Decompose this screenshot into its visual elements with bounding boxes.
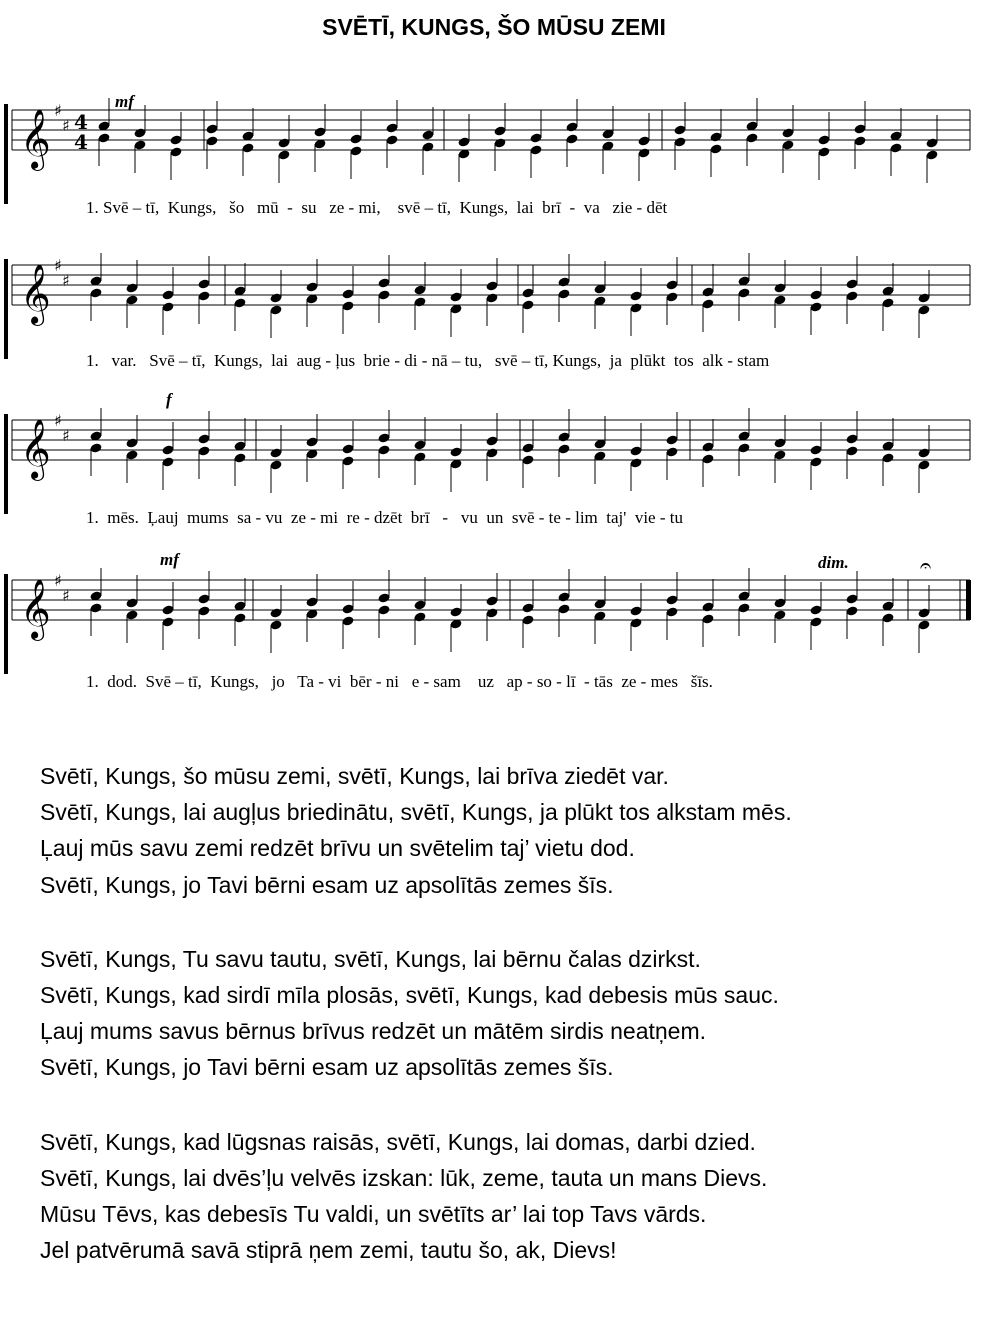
note-chord [205,101,218,169]
sharp-icon: ♯ [54,411,62,430]
verse-line: Svētī, Kungs, lai augļus briedinātu, svētī, Kungs, ja plūkt tos alkstam mēs. [40,799,792,826]
note-chord [673,102,686,170]
verse-line: Svētī, Kungs, lai dvēs’ļu velvēs izskan: lūk, zeme, tauta un mans Dievs. [40,1164,768,1191]
sharp-icon: ♯ [62,271,70,290]
note-chord [125,260,138,328]
music-system-3 [0,390,988,527]
note-chord [845,411,858,479]
note-chord [845,571,858,639]
note-chord [737,408,750,476]
verse-line: Svētī, Kungs, šo mūsu zemi, svētī, Kungs, lai brīva ziedēt var. [40,763,669,789]
note-chord [197,256,210,324]
note-chord [449,424,462,492]
note-chord [485,258,498,326]
note-chord [97,98,110,166]
note-chord [197,411,210,479]
note-chord [125,575,138,643]
note-chord [665,572,678,640]
music-system-2 [0,245,988,375]
note-chord [773,415,786,483]
verses-block [40,758,970,1306]
note-chord [89,568,102,636]
note-chord [341,421,354,489]
note-chord [161,267,174,335]
staff-system-3 [0,390,988,520]
note-chord [781,105,794,173]
note-chord [305,574,318,642]
verse-2 [40,941,970,1086]
note-chord [125,415,138,483]
note-chord [493,103,506,171]
note-chord [413,577,426,645]
note-chord [745,98,758,166]
note-chord [305,259,318,327]
final-bar-line [966,580,971,620]
dynamic-mark: mf [160,550,179,569]
note-chord [853,101,866,169]
note-chord [917,425,930,493]
verse-line: Mūsu Tēvs, kas debesīs Tu valdi, un svētīts ar’ lai top Tavs vārds. [40,1201,707,1228]
music-system-4 [0,550,988,691]
note-chord [341,581,354,649]
note-chord [809,422,822,490]
note-chord [269,270,282,338]
note-chord [241,108,254,176]
note-chord [709,109,722,177]
note-chord [133,105,146,173]
system-bracket [4,574,8,674]
verse-line: Ļauj mums savus bērnus brīvus redzēt un mātēm sirdis neatņem. [40,1018,707,1045]
sharp-icon: ♯ [54,256,62,275]
treble-clef-icon: 𝄞 [20,264,51,324]
note-chord [701,419,714,487]
system-bracket [4,104,8,204]
verse-line: Ļauj mūs savu zemi redzēt brīvu un svētelim taj’ vietu dod. [40,835,635,862]
note-chord [269,425,282,493]
system-bracket [4,414,8,514]
note-chord [277,115,290,183]
lyric-line: 1. var. Svē – tī, Kungs, lai aug - ļus brie - di - nā – tu, svē – tī, Kungs, ja plūkt tos alk - stam [86,351,770,370]
note-chord [485,413,498,481]
note-chord [665,257,678,325]
time-signature: 4 [74,130,88,154]
note-chord [349,111,362,179]
fermata-icon: 𝄐 [920,553,932,577]
song-title: SVĒTĪ, KUNGS, ŠO MŪSU ZEMI [322,14,666,40]
verse-line: Svētī, Kungs, kad lūgsnas raisās, svētī, Kungs, lai domas, darbi dzied. [40,1128,756,1155]
note-chord [629,583,642,651]
note-chord [557,254,570,322]
note-chord [305,414,318,482]
verse-line: Svētī, Kungs, Tu savu tautu, svētī, Kungs, lai bērnu čalas dzirkst. [40,945,701,972]
note-chord [881,263,894,331]
system-bracket [4,259,8,359]
note-chord [737,253,750,321]
note-chord [565,99,578,167]
time-signature: 4 [74,110,88,134]
dynamic-mark: dim. [818,553,849,572]
note-chord [917,585,930,653]
verse-1 [40,758,970,903]
note-chord [557,409,570,477]
note-chord [701,579,714,647]
note-chord [233,418,246,486]
verse-line: Svētī, Kungs, kad sirdī mīla plosās, svētī, Kungs, kad debesis mūs sauc. [40,982,779,1009]
note-chord [845,256,858,324]
note-chord [737,568,750,636]
note-chord [917,270,930,338]
note-chord [269,585,282,653]
note-chord [637,113,650,181]
note-chord [457,114,470,182]
note-chord [629,423,642,491]
note-chord [313,104,326,172]
note-chord [701,264,714,332]
treble-clef-icon: 𝄞 [20,579,51,639]
note-chord [629,268,642,336]
note-chord [773,260,786,328]
sharp-icon: ♯ [62,426,70,445]
verse-line: Svētī, Kungs, jo Tavi bērni esam uz apsolītās zemes šīs. [40,871,614,898]
sharp-icon: ♯ [54,101,62,120]
music-system-1 [0,80,988,217]
note-chord [89,253,102,321]
note-chord [161,582,174,650]
note-chord [413,262,426,330]
verse-line: Jel patvērumā savā stiprā ņem zemi, tautu šo, ak, Dievs! [40,1237,617,1264]
note-chord [889,108,902,176]
note-chord [89,408,102,476]
note-chord [449,584,462,652]
note-chord [665,412,678,480]
note-chord [197,571,210,639]
note-chord [413,417,426,485]
note-chord [817,112,830,180]
dynamic-mark: f [166,390,172,409]
note-chord [773,575,786,643]
note-chord [233,578,246,646]
note-chord [161,422,174,490]
note-chord [233,263,246,331]
treble-clef-icon: 𝄞 [20,419,51,479]
dynamic-mark: mf [115,92,134,111]
note-chord [341,266,354,334]
staff-system-1 [0,80,988,210]
sharp-icon: ♯ [62,116,70,135]
treble-clef-icon: 𝄞 [20,109,51,169]
verse-line: Svētī, Kungs, jo Tavi bērni esam uz apsolītās zemes šīs. [40,1054,614,1081]
note-chord [421,107,434,175]
note-chord [881,578,894,646]
verse-3 [40,1124,970,1269]
sharp-icon: ♯ [54,571,62,590]
note-chord [925,115,938,183]
sharp-icon: ♯ [62,586,70,605]
note-chord [809,582,822,650]
lyric-line: 1. mēs. Ļauj mums sa - vu ze - mi re - dzēt brī - vu un svē - te - lim taj' vie - tu [86,508,683,527]
note-chord [169,112,182,180]
staff-lines [12,110,970,150]
lyric-line: 1. Svē – tī, Kungs, šo mū - su ze - mi, svē – tī, Kungs, lai brī - va zie - dēt [86,198,668,217]
note-chord [881,418,894,486]
note-chord [449,269,462,337]
note-chord [485,573,498,641]
note-chord [557,569,570,637]
lyric-line: 1. dod. Svē – tī, Kungs, jo Ta - vi bēr - ni e - sam uz ap - so - lī - tās ze - mes šīs. [86,672,713,691]
note-chord [809,267,822,335]
